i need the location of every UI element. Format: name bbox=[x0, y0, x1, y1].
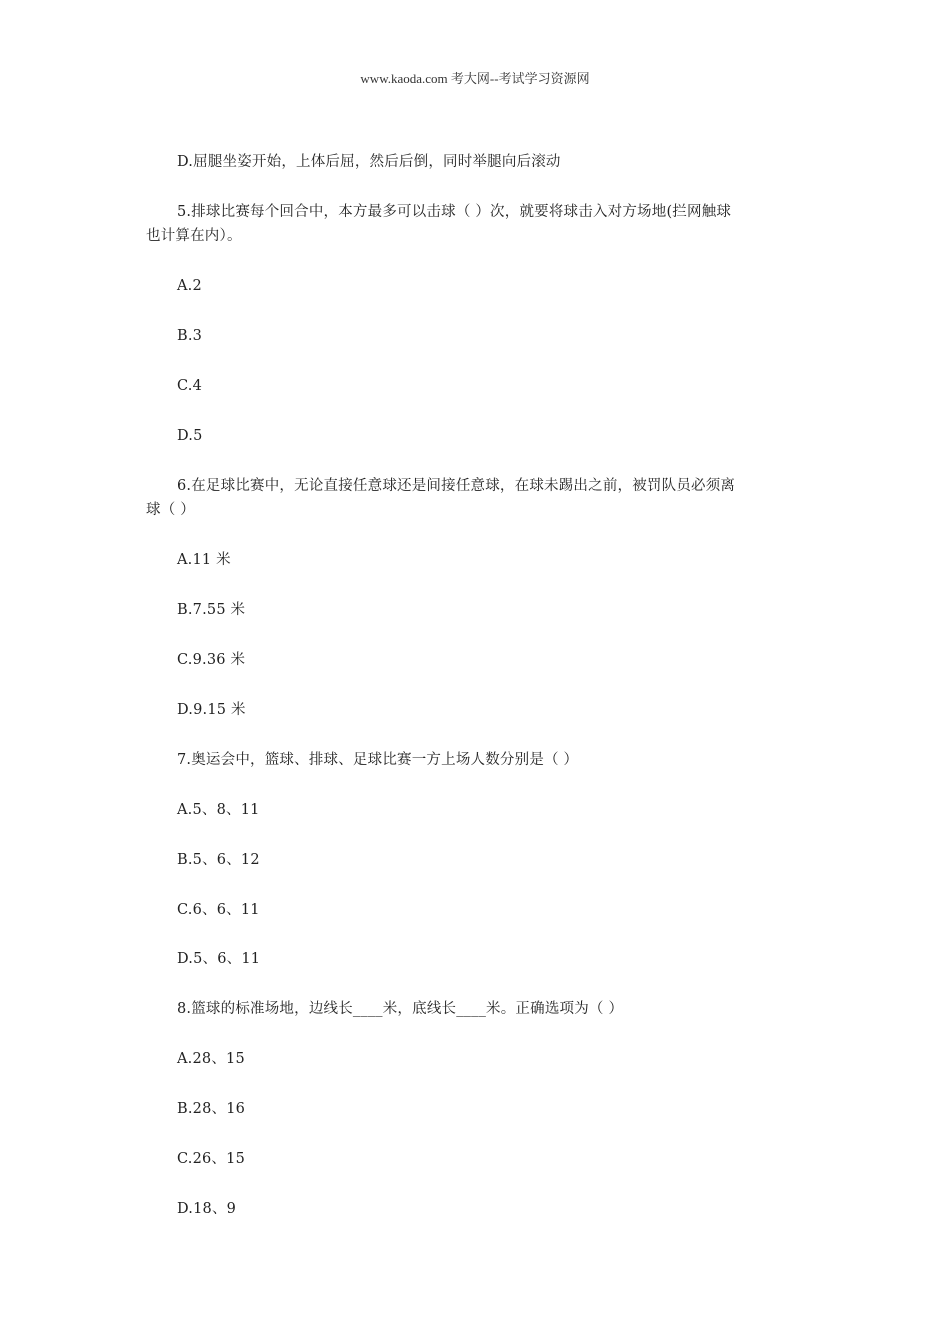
option-6b: B.7.55 米 bbox=[177, 602, 246, 618]
option-4d: D.屈腿坐姿开始，上体后屈，然后后倒，同时举腿向后滚动 bbox=[177, 154, 561, 170]
page-header: www.kaoda.com 考大网--考试学习资源网 bbox=[360, 71, 590, 86]
option-8c: C.26、15 bbox=[177, 1151, 245, 1167]
option-7d: D.5、6、11 bbox=[177, 951, 261, 967]
option-6c: C.9.36 米 bbox=[177, 652, 246, 668]
option-8a: A.28、15 bbox=[177, 1051, 245, 1067]
option-5b: B.3 bbox=[177, 328, 203, 344]
option-7c: C.6、6、11 bbox=[177, 902, 260, 918]
question-6: 6.在足球比赛中，无论直接任意球还是间接任意球，在球未踢出之前，被罚队员必须离 bbox=[177, 478, 736, 494]
question-7: 7.奥运会中，篮球、排球、足球比赛一方上场人数分别是（ ） bbox=[177, 752, 579, 768]
option-7b: B.5、6、12 bbox=[177, 852, 260, 868]
option-7a: A.5、8、11 bbox=[177, 802, 260, 818]
question-6-cont: 球（ ） bbox=[146, 502, 195, 518]
option-8b: B.28、16 bbox=[177, 1101, 246, 1117]
option-5d: D.5 bbox=[177, 428, 203, 444]
question-8: 8.篮球的标准场地，边线长____米，底线长____米。正确选项为（ ） bbox=[177, 1001, 624, 1017]
option-5c: C.4 bbox=[177, 378, 203, 394]
option-6a: A.11 米 bbox=[177, 552, 231, 568]
question-5-cont: 也计算在内）。 bbox=[146, 228, 242, 244]
option-5a: A.2 bbox=[177, 278, 202, 294]
question-5: 5.排球比赛每个回合中，本方最多可以击球（ ）次，就要将球击入对方场地(拦网触球 bbox=[177, 204, 732, 220]
option-8d: D.18、9 bbox=[177, 1201, 237, 1217]
option-6d: D.9.15 米 bbox=[177, 702, 246, 718]
